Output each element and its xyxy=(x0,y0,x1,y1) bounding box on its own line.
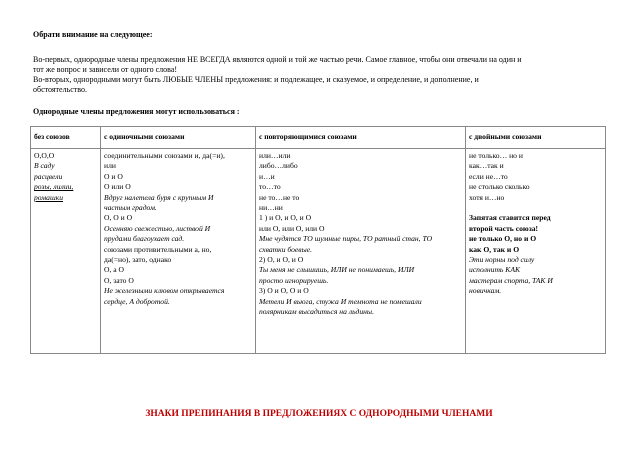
cell-line: О или О xyxy=(104,182,131,192)
paragraph-1-line-1: Во-первых, однородные члены предложения НЕ ВСЕГДА являются одной и той же частью речи. Самое главное, чтобы они отвечали на один и xyxy=(33,55,522,64)
cell-line: Осенняю свежестью, листвой И xyxy=(104,223,211,233)
cell-line: не столько сколько xyxy=(469,182,530,192)
cell-line: О, а О xyxy=(104,265,125,275)
homogeneous-members-table xyxy=(30,126,606,354)
cell-line: или О, или О, или О xyxy=(259,223,325,233)
cell-line: О, О и О xyxy=(104,213,133,223)
cell-line: не только… но и xyxy=(469,151,523,160)
paragraph-1-line-2: тот же вопрос и зависели от одного слова! xyxy=(33,65,178,74)
cell-line: сердце, А добротой. xyxy=(104,296,170,306)
cell-single-conjunctions xyxy=(101,149,256,354)
cell-line: как…так и xyxy=(469,161,504,171)
table-body-row xyxy=(31,149,606,354)
cell-line: мастерам спорта, ТАК И xyxy=(469,275,553,285)
cell-line: В саду xyxy=(34,161,55,171)
cell-line: не то…не то xyxy=(259,192,300,202)
header-single-conjunctions: с одиночными союзами xyxy=(101,127,256,149)
cell-line: ни…ни xyxy=(259,203,283,213)
cell-line: О,О,О xyxy=(34,151,55,160)
cell-line: 1 ) и О, и О, и О xyxy=(259,213,312,223)
cell-line: или…или xyxy=(259,151,291,160)
cell-line: и…и xyxy=(259,171,275,181)
cell-double-conjunctions xyxy=(466,149,606,354)
cell-repeated-conjunctions xyxy=(256,149,466,354)
usage-heading: Однородные члены предложения могут использоваться : xyxy=(33,107,240,116)
cell-line: исполнить КАК xyxy=(469,265,521,275)
cell-line: частым градом. xyxy=(104,203,157,213)
cell-no-conjunctions xyxy=(31,149,101,354)
cell-line: не только О, но и О xyxy=(469,234,537,244)
cell-line: расцвели xyxy=(34,171,63,181)
cell-line: союзами противительными а, но, xyxy=(104,244,212,254)
cell-line: то…то xyxy=(259,182,281,192)
cell-line: второй часть союза! xyxy=(469,223,539,233)
cell-line: розы, лилии, xyxy=(34,182,74,192)
cell-line: новичкам. xyxy=(469,286,502,296)
cell-line: Мне чудятся ТО шумные пиры, ТО ратный стан, ТО xyxy=(259,234,433,244)
cell-line: полярникам высадиться на льдины. xyxy=(259,307,374,317)
cell-line: 2) О, и О, и О xyxy=(259,255,304,265)
cell-line: если не…то xyxy=(469,171,508,181)
cell-line: ромашки xyxy=(34,192,64,202)
cell-line: О и О xyxy=(104,171,123,181)
cell-line: прудами благоухает сад. xyxy=(104,234,185,244)
header-no-conjunctions: без союзов xyxy=(31,127,101,149)
cell-line: или xyxy=(104,161,116,171)
cell-line xyxy=(469,203,602,213)
table-header-row xyxy=(31,127,606,149)
cell-line: Запятая ставится перед xyxy=(469,213,551,223)
cell-line: Метели И вьюга, стужа И темнота не помешали xyxy=(259,296,422,306)
section-footer-title: ЗНАКИ ПРЕПИНАНИЯ В ПРЕДЛОЖЕНИЯХ С ОДНОРОДНЫМИ ЧЛЕНАМИ xyxy=(145,409,493,419)
cell-line: О, зато О xyxy=(104,275,134,285)
cell-line: схватки боевые. xyxy=(259,244,313,254)
cell-line: 3) О и О, О и О xyxy=(259,286,309,296)
cell-line: да(=но), зато, однако xyxy=(104,255,172,265)
cell-line: Вдруг налетела буря с крупным И xyxy=(104,192,214,202)
cell-line: либо…либо xyxy=(259,161,298,171)
header-double-conjunctions: с двойными союзами xyxy=(466,127,606,149)
cell-line: просто игнорируешь. xyxy=(259,275,329,285)
cell-line: соединительными союзами и, да(=и), xyxy=(104,151,225,160)
cell-line: Эти норны под силу xyxy=(469,255,535,265)
cell-line: Ты меня не слышишь, ИЛИ не понимаешь, ИЛИ xyxy=(259,265,415,275)
cell-line: хотя и…но xyxy=(469,192,505,202)
header-repeated-conjunctions: с повторяющимися союзами xyxy=(256,127,466,149)
cell-line: Не железными клювом открывается xyxy=(104,286,225,296)
cell-line: как О, так и О xyxy=(469,244,520,254)
intro-heading: Обрати внимание на следующее: xyxy=(33,30,153,39)
paragraph-2-line-1: Во-вторых, однородными могут быть ЛЮБЫЕ ЧЛЕНЫ предложения: и подлежащее, и сказуемое, и определение, и дополнение, и xyxy=(33,75,479,84)
paragraph-2-line-2: обстоятельство. xyxy=(33,85,87,94)
